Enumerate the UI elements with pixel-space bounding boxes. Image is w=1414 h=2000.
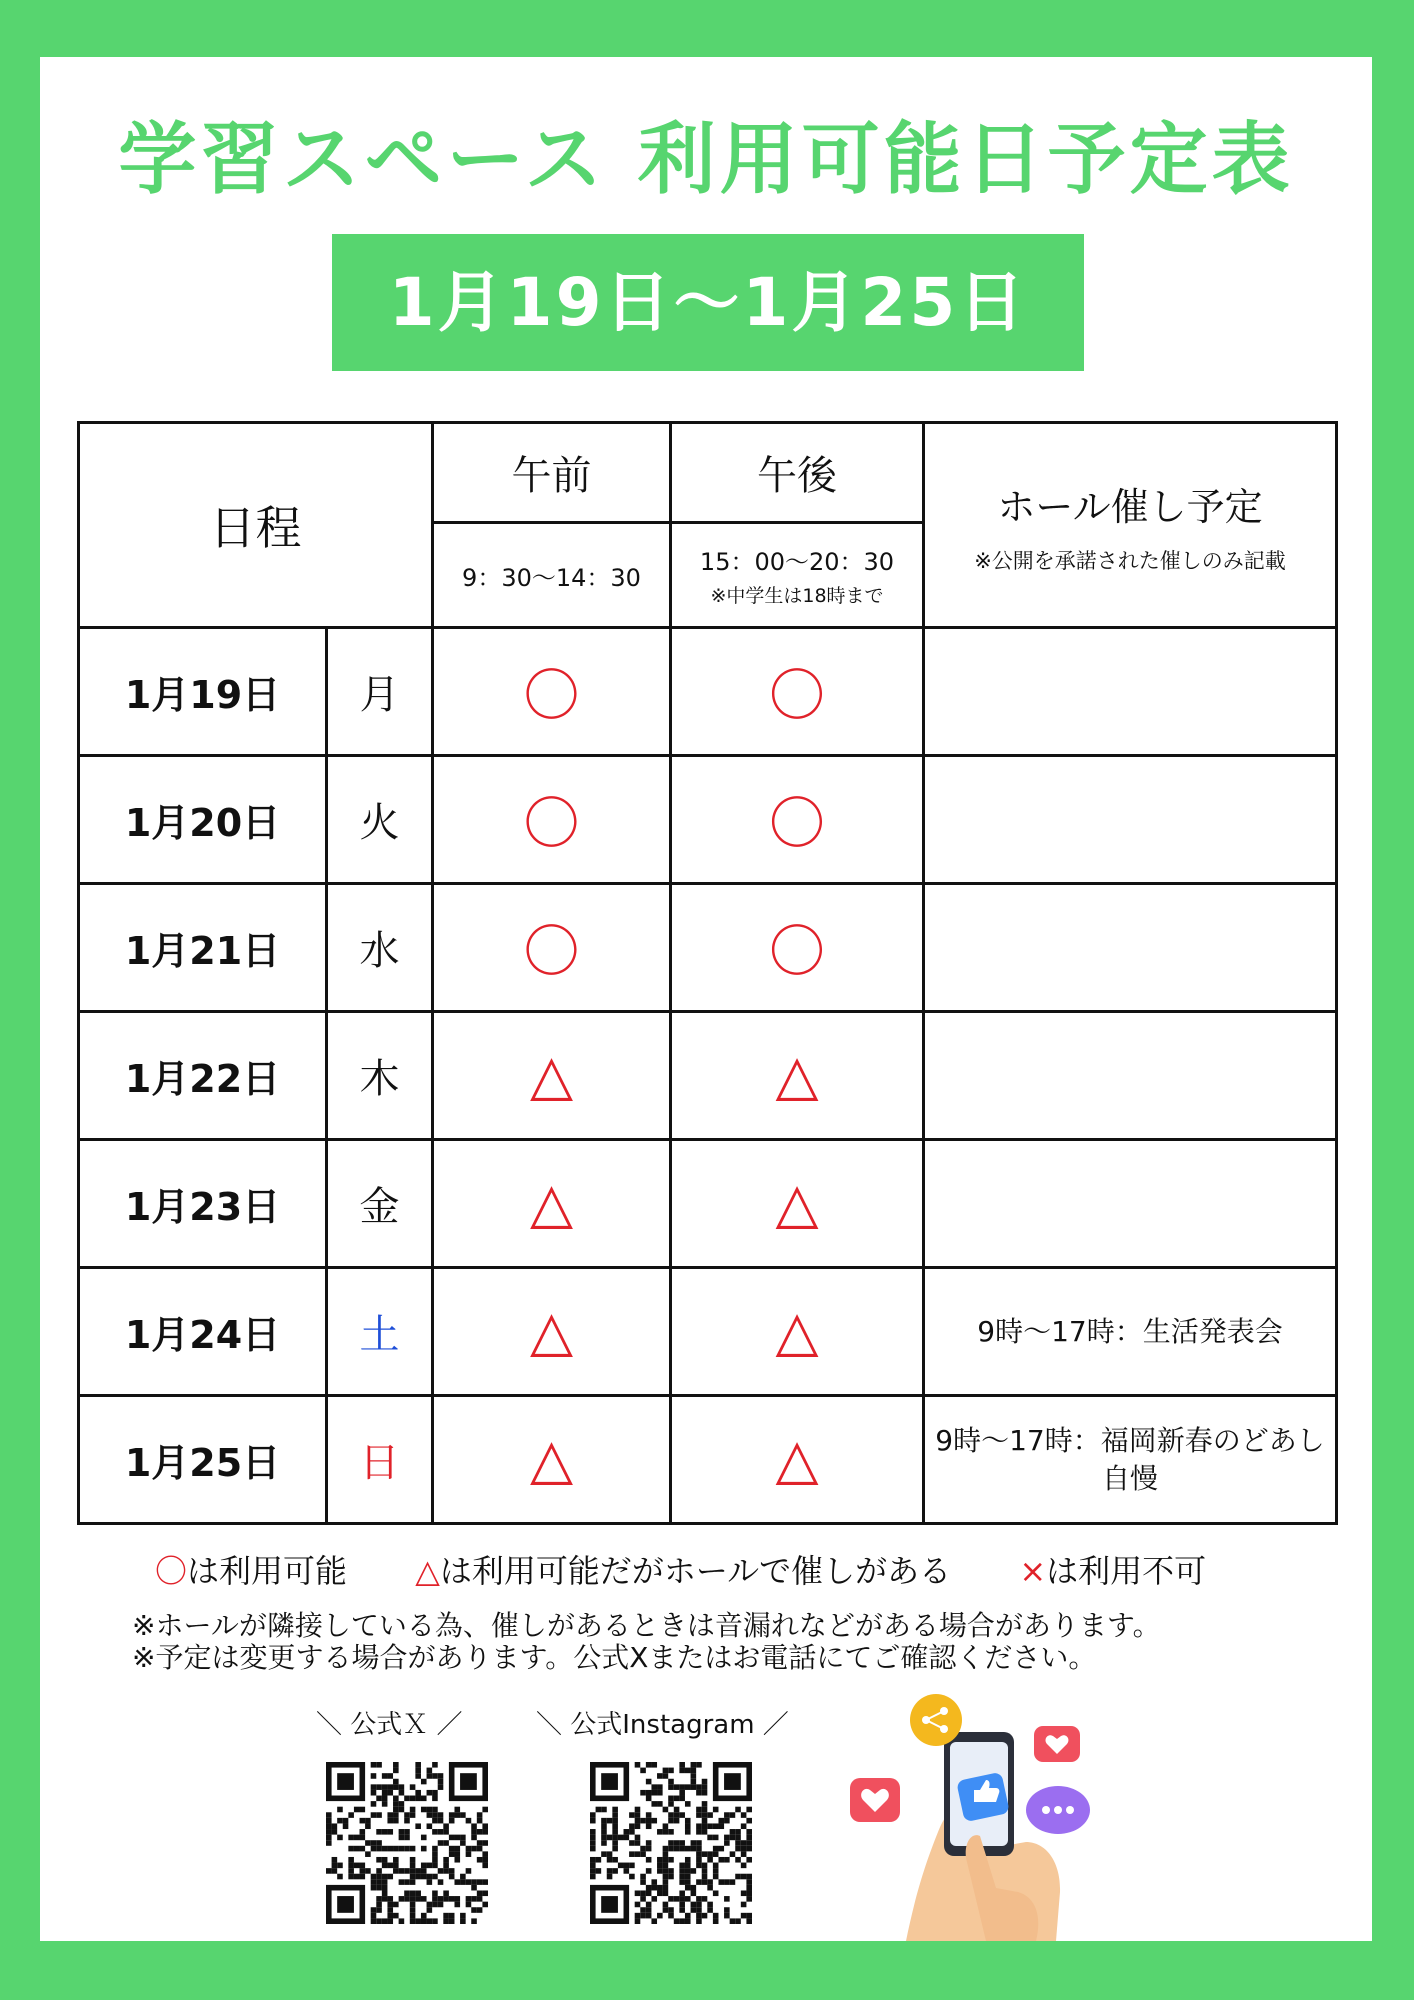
row-weekday: 火 — [327, 756, 433, 884]
legend — [155, 1546, 1355, 1592]
header-event-label: ホール催し予定 — [997, 484, 1263, 529]
schedule-table — [77, 421, 1338, 1525]
qr-code-x[interactable] — [326, 1762, 488, 1924]
row-am-status: 〇 — [433, 884, 671, 1012]
row-weekday: 木 — [327, 1012, 433, 1140]
legend-closed-text: は利用不可 — [1046, 1552, 1207, 1590]
row-date: 1月24日 — [79, 1268, 327, 1396]
row-date: 1月23日 — [79, 1140, 327, 1268]
legend-available-text: は利用可能 — [187, 1552, 348, 1590]
flyer-sheet — [40, 57, 1372, 1941]
table-row — [79, 1396, 1337, 1524]
row-event: 9時～17時：生活発表会 — [924, 1268, 1337, 1396]
row-event — [924, 756, 1337, 884]
table-row — [79, 1140, 1337, 1268]
header-am-time: 9：30～14：30 — [433, 523, 671, 628]
table-row — [79, 884, 1337, 1012]
row-pm-status: △ — [671, 1268, 924, 1396]
header-schedule: 日程 — [79, 423, 433, 628]
table-row — [79, 1268, 1337, 1396]
table-row — [79, 628, 1337, 756]
row-weekday: 土 — [327, 1268, 433, 1396]
header-am: 午前 — [433, 423, 671, 523]
social-media-illustration — [846, 1692, 1136, 1941]
cross-mark-icon: × — [1019, 1552, 1047, 1590]
row-event — [924, 1012, 1337, 1140]
header-pm: 午後 — [671, 423, 924, 523]
header-event-note: ※公開を承諾された催しのみ記載 — [974, 548, 1286, 573]
row-event — [924, 628, 1337, 756]
header-pm-time-label: 15：00～20：30 — [699, 548, 895, 576]
note-line: ※予定は変更する場合があります。公式Xまたはお電話にてご確認ください。 — [132, 1641, 1097, 1674]
legend-available — [155, 1552, 347, 1590]
row-pm-status: △ — [671, 1396, 924, 1524]
legend-partial-text: は利用可能だがホールで催しがある — [439, 1552, 952, 1590]
row-weekday: 金 — [327, 1140, 433, 1268]
row-pm-status: 〇 — [671, 628, 924, 756]
date-range-banner: 1月19日～1月25日 — [332, 234, 1084, 371]
row-am-status: △ — [433, 1012, 671, 1140]
row-am-status: △ — [433, 1140, 671, 1268]
row-am-status: 〇 — [433, 628, 671, 756]
row-weekday: 水 — [327, 884, 433, 1012]
row-pm-status: 〇 — [671, 884, 924, 1012]
row-event — [924, 1140, 1337, 1268]
row-am-status: 〇 — [433, 756, 671, 884]
row-date: 1月25日 — [79, 1396, 327, 1524]
row-weekday: 日 — [327, 1396, 433, 1524]
row-am-status: △ — [433, 1396, 671, 1524]
header-event — [924, 423, 1337, 628]
circle-mark-icon: 〇 — [155, 1552, 188, 1590]
header-pm-time — [671, 523, 924, 628]
legend-partial — [415, 1552, 951, 1590]
row-date: 1月21日 — [79, 884, 327, 1012]
row-am-status: △ — [433, 1268, 671, 1396]
qr-x-label: ＼ 公式Ｘ ／ — [316, 1710, 463, 1740]
row-weekday: 月 — [327, 628, 433, 756]
share-icon — [910, 1694, 962, 1746]
row-event — [924, 884, 1337, 1012]
table-row — [79, 756, 1337, 884]
note-line: ※ホールが隣接している為、催しがあるときは音漏れなどがある場合があります。 — [132, 1609, 1161, 1642]
legend-closed — [1019, 1552, 1206, 1590]
page-title: 学習スペース 利用可能日予定表 — [118, 115, 1294, 205]
row-date: 1月20日 — [79, 756, 327, 884]
notes — [132, 1610, 1352, 1674]
row-pm-status: △ — [671, 1012, 924, 1140]
header-pm-note: ※中学生は18時まで — [710, 585, 884, 607]
qr-code-instagram[interactable] — [590, 1762, 752, 1924]
row-date: 1月19日 — [79, 628, 327, 756]
qr-instagram-label: ＼ 公式Instagram ／ — [536, 1710, 789, 1740]
table-row — [79, 1012, 1337, 1140]
row-pm-status: △ — [671, 1140, 924, 1268]
row-pm-status: 〇 — [671, 756, 924, 884]
row-date: 1月22日 — [79, 1012, 327, 1140]
triangle-mark-icon: △ — [415, 1552, 440, 1590]
row-event: 9時～17時：福岡新春のどあし自慢 — [924, 1396, 1337, 1524]
